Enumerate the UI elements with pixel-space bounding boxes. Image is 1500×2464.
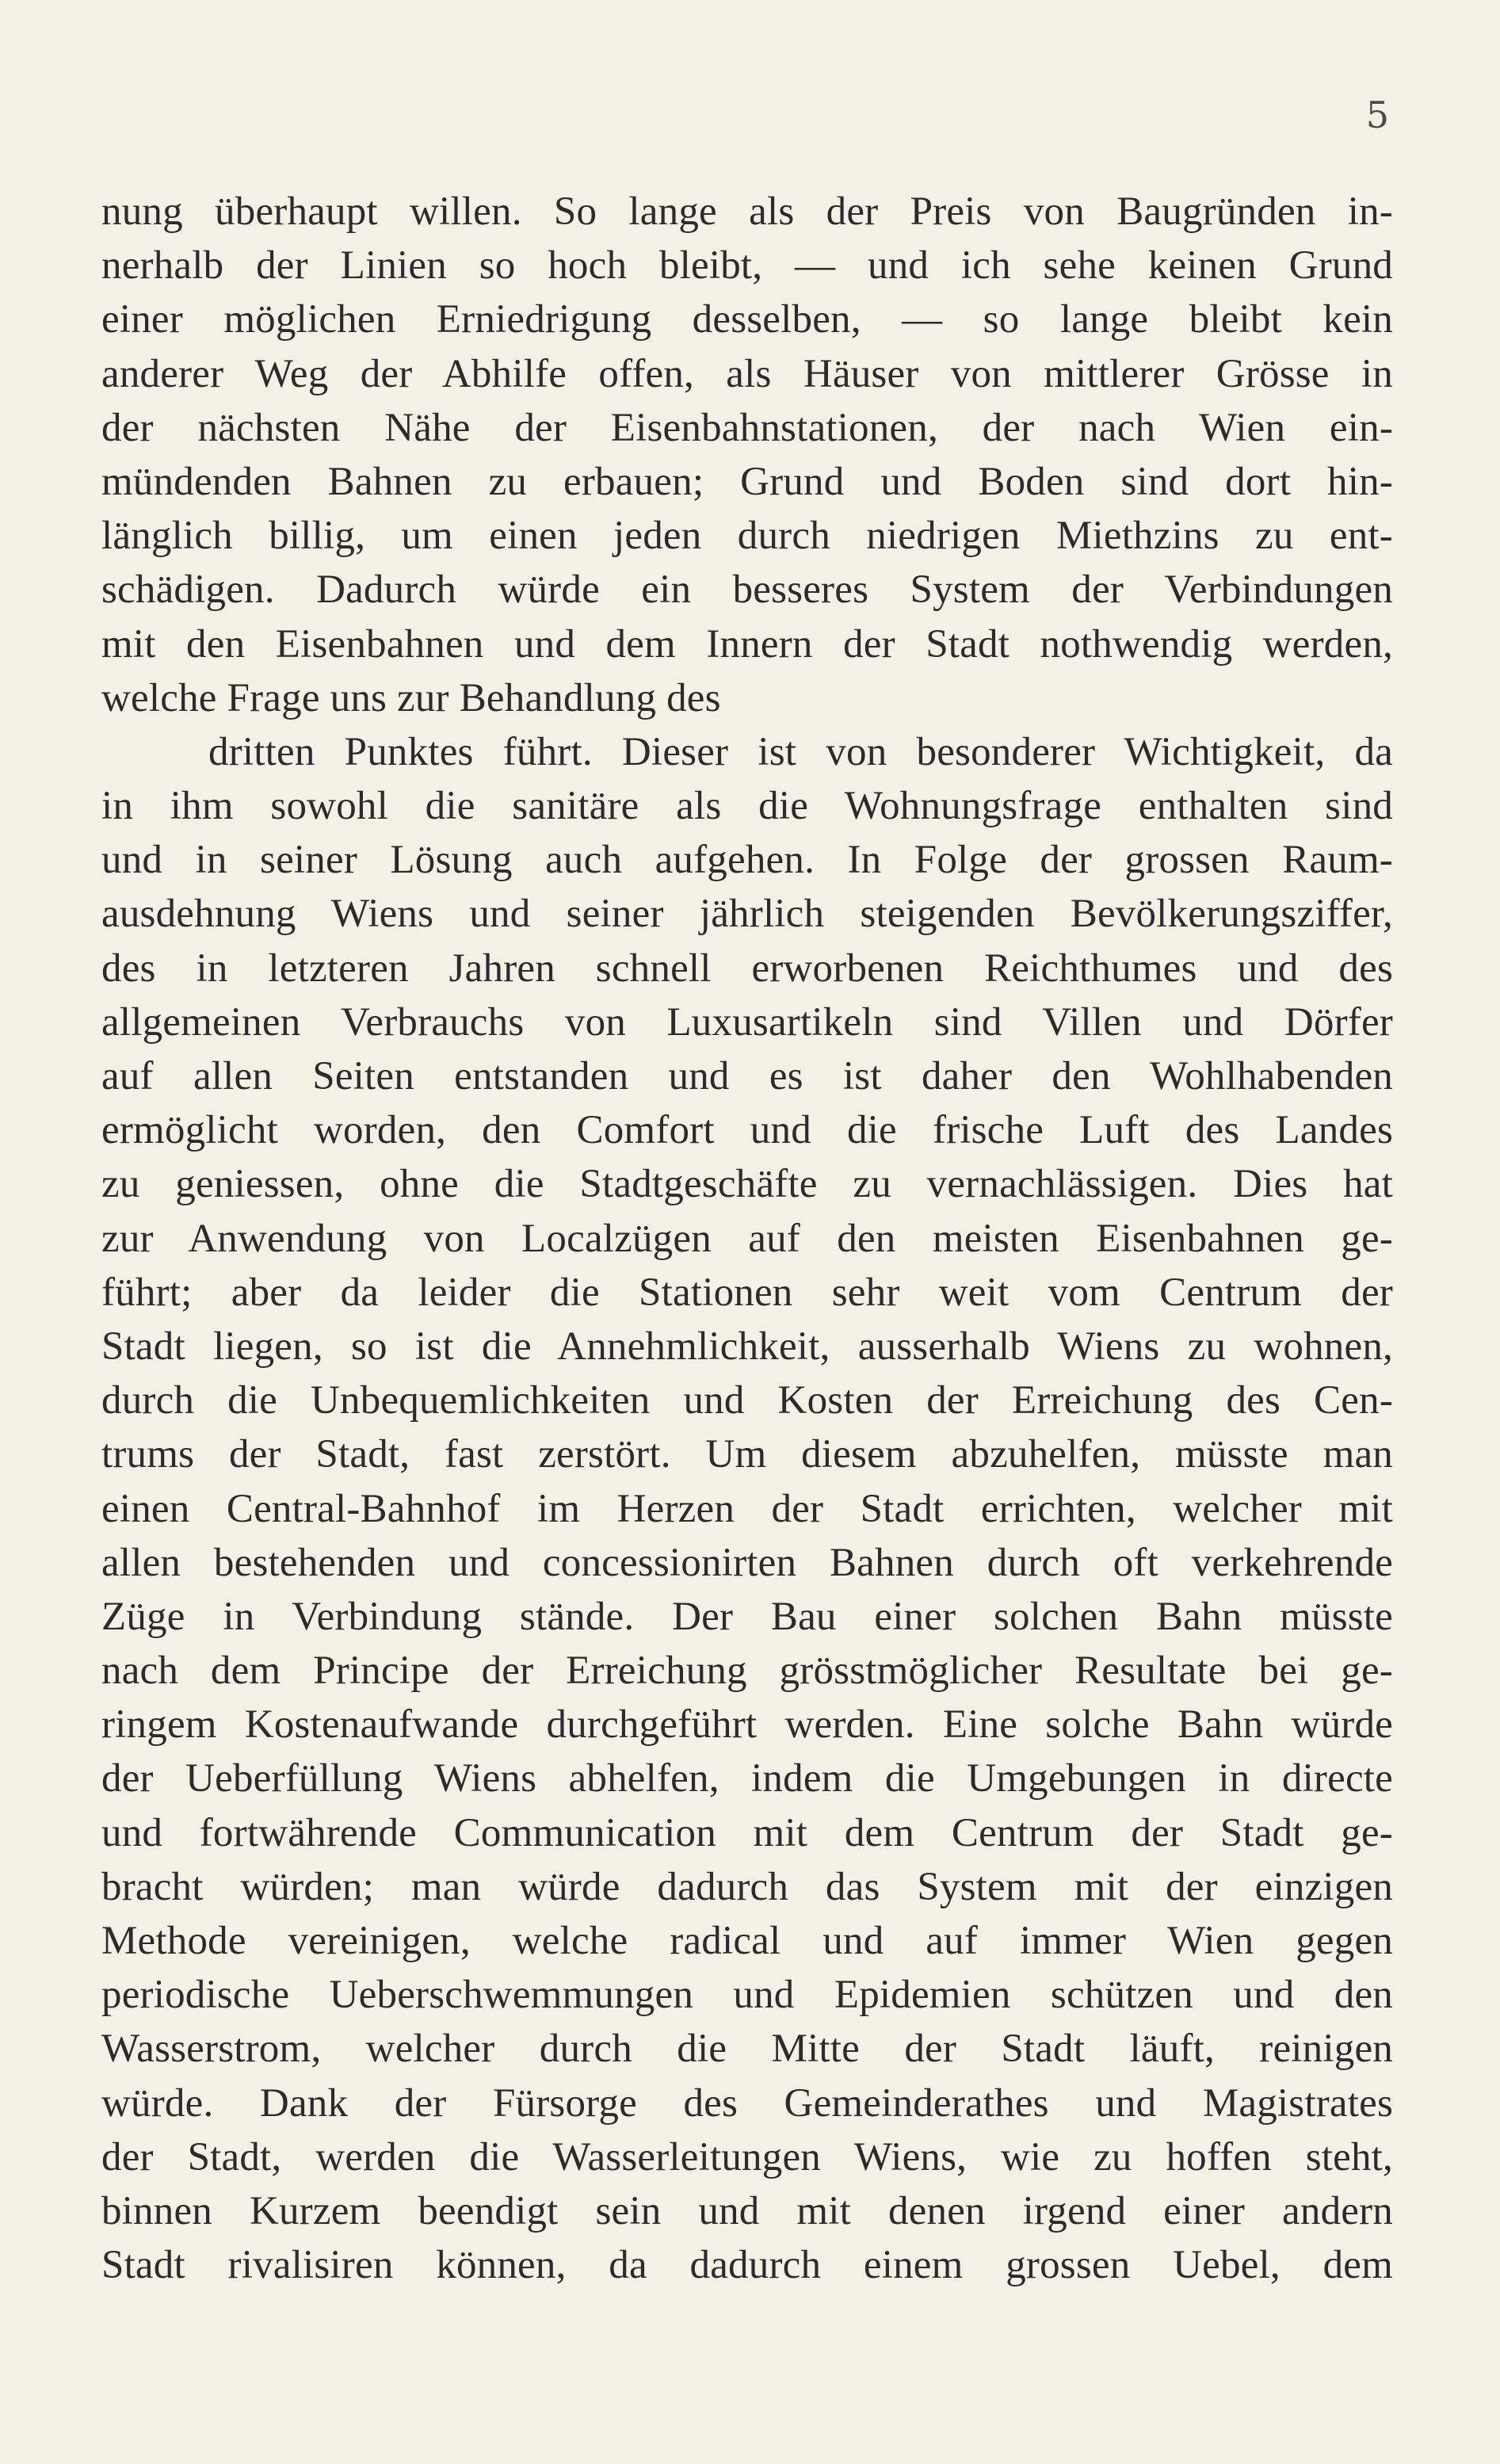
text-line: anderer Weg der Abhilfe offen, als Häuser von mittlerer Grösse in [101, 351, 1393, 396]
text-line: binnen Kurzem beendigt sein und mit denen irgend einer andern [101, 2188, 1393, 2233]
text-line: ausdehnung Wiens und seiner jährlich steigenden Bevölkerungsziffer, [101, 892, 1393, 937]
text-line: mit den Eisenbahnen und dem Innern der Stadt nothwendig werden, [101, 621, 1393, 667]
text-line: zur Anwendung von Localzügen auf den meisten Eisenbahnen ge- [101, 1216, 1393, 1261]
text-line: nach dem Principe der Erreichung grösstmöglicher Resultate bei ge- [101, 1648, 1393, 1694]
text-line: Züge in Verbindung stände. Der Bau einer solchen Bahn müsste [101, 1594, 1393, 1639]
text-line: allgemeinen Verbrauchs von Luxusartikeln sind Villen und Dörfer [101, 999, 1393, 1045]
text-line: und fortwährende Communication mit dem Centrum der Stadt ge- [101, 1810, 1393, 1855]
text-line: der Stadt, werden die Wasserleitungen Wiens, wie zu hoffen steht, [101, 2134, 1393, 2179]
text-line: ermöglicht worden, den Comfort und die frische Luft des Landes [101, 1108, 1393, 1153]
text-line: durch die Unbequemlichkeiten und Kosten der Erreichung des Cen- [101, 1378, 1393, 1423]
text-line: des in letzteren Jahren schnell erworbenen Reichthumes und des [101, 945, 1393, 991]
text-line: welche Frage uns zur Behandlung des [101, 675, 721, 720]
text-line: in ihm sowohl die sanitäre als die Wohnungsfrage enthalten sind [101, 784, 1393, 829]
text-line: Wasserstrom, welcher durch die Mitte der Stadt läuft, reinigen [101, 2027, 1393, 2072]
body-text [101, 185, 1393, 2292]
text-line: bracht würden; man würde dadurch das System mit der einzigen [101, 1864, 1393, 1909]
text-line: mündenden Bahnen zu erbauen; Grund und Boden sind dort hin- [101, 459, 1393, 504]
text-line: schädigen. Dadurch würde ein besseres System der Verbindungen [101, 567, 1393, 613]
text-line: ringem Kostenaufwande durchgeführt werden. Eine solche Bahn würde [101, 1702, 1393, 1748]
text-line: Stadt rivalisiren können, da dadurch einem grossen Uebel, dem [101, 2243, 1393, 2288]
text-line: und in seiner Lösung auch aufgehen. In Folge der grossen Raum- [101, 838, 1393, 883]
text-line: der nächsten Nähe der Eisenbahnstationen, der nach Wien ein- [101, 405, 1393, 450]
text-line: länglich billig, um einen jeden durch niedrigen Miethzins zu ent- [101, 514, 1393, 559]
text-line: nung überhaupt willen. So lange als der Preis von Baugründen in- [101, 189, 1393, 234]
text-line: trums der Stadt, fast zerstört. Um diesem abzuhelfen, müsste man [101, 1432, 1393, 1477]
page-number: 5 [1365, 94, 1389, 136]
text-line: würde. Dank der Fürsorge des Gemeinderathes und Magistrates [101, 2080, 1393, 2126]
text-line: periodische Ueberschwemmungen und Epidemien schützen und den [101, 1973, 1393, 2018]
text-line: nerhalb der Linien so hoch bleibt, — und ich sehe keinen Grund [101, 243, 1393, 288]
text-line: einen Central-Bahnhof im Herzen der Stadt errichten, welcher mit [101, 1486, 1393, 1531]
text-line: einer möglichen Erniedrigung desselben, — so lange bleibt kein [101, 297, 1393, 342]
text-line: führt; aber da leider die Stationen sehr weit vom Centrum der [101, 1270, 1393, 1315]
text-line: der Ueberfüllung Wiens abhelfen, indem die Umgebungen in directe [101, 1756, 1393, 1801]
text-line: zu geniessen, ohne die Stadtgeschäfte zu vernachlässigen. Dies hat [101, 1162, 1393, 1207]
text-line: Stadt liegen, so ist die Annehmlichkeit, ausserhalb Wiens zu wohnen, [101, 1324, 1393, 1369]
text-line: allen bestehenden und concessionirten Bahnen durch oft verkehrende [101, 1540, 1393, 1585]
text-line: dritten Punktes führt. Dieser ist von besonderer Wichtigkeit, da [208, 729, 1393, 774]
text-line: auf allen Seiten entstanden und es ist daher den Wohlhabenden [101, 1054, 1393, 1098]
text-line: Methode vereinigen, welche radical und auf immer Wien gegen [101, 1919, 1393, 1963]
